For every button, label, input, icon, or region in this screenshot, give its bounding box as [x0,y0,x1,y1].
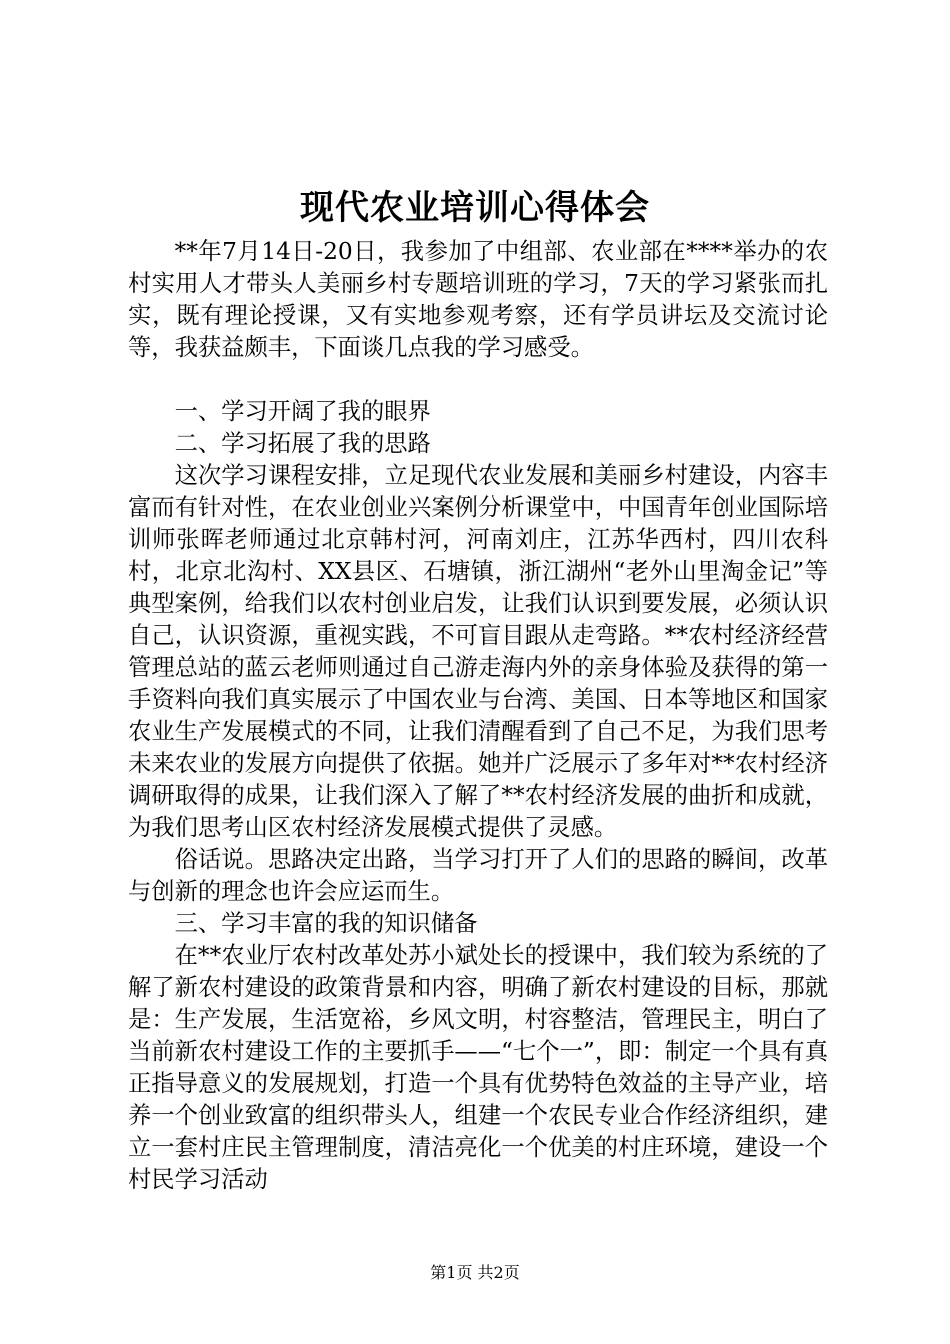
paragraph-knowledge: 在**农业厅农村改革处苏小斌处长的授课中，我们较为系统的了解了新农村建设的政策背景和内容，明确了新农村建设的目标，那就是：生产发展，生活宽裕，乡风文明，村容整洁，管理民主，明白了当前新农村建设工作的主要抓手——“七个一”，即：制定一个具有真正指导意义的发展规划，打造一个具有优势特色效益的主导产业，培养一个创业致富的组织带头人，组建一个农民专业合作经济组织，建立一套村庄民主管理制度，清洁亮化一个优美的村庄环境，建设一个村民学习活动 [128,942,828,1193]
document-title: 现代农业培训心得体会 [300,188,650,228]
paragraph-intro: **年7月14日-20日，我参加了中组部、农业部在****举办的农村实用人才带头人美丽乡村专题培训班的学习，7天的学习紧张而扎实，既有理论授课，又有实地参观考察，还有学员讲坛及交流讨论等，我获益颇丰，下面谈几点我的学习感受。 [128,238,828,361]
section-heading-3: 三、学习丰富的我的知识储备 [174,910,478,937]
page-footer: 第1页 共2页 [430,1263,520,1282]
paragraph-spacer [128,364,828,396]
section-heading-2: 二、学习拓展了我的思路 [174,430,431,457]
paragraph-course-content: 这次学习课程安排，立足现代农业发展和美丽乡村建设，内容丰富而有针对性，在农业创业兴案例分析课堂中，中国青年创业国际培训师张晖老师通过北京韩村河，河南刘庄，江苏华西村，四川农科村，北京北沟村、XX县区、石塘镇，浙江湖州“老外山里淘金记”等典型案例，给我们以农村创业启发，让我们认识到要发展，必须认识自己，认识资源，重视实践，不可盲目跟从走弯路。**农村经济经营管理总站的蓝云老师则通过自己游走海内外的亲身体验及获得的第一手资料向我们真实展示了中国农业与台湾、美国、日本等地区和国家农业生产发展模式的不同，让我们清醒看到了自己不足，为我们思考未来农业的发展方向提供了依据。她并广泛展示了多年对**农村经济调研取得的成果，让我们深入了解了**农村经济发展的曲折和成就，为我们思考山区农村经济发展模式提供了灵感。 [128,462,828,841]
document-body [128,236,828,1196]
paragraph-proverb: 俗话说。思路决定出路，当学习打开了人们的思路的瞬间，改革与创新的理念也许会应运而生。 [128,846,828,905]
section-heading-1: 一、学习开阔了我的眼界 [174,398,431,425]
